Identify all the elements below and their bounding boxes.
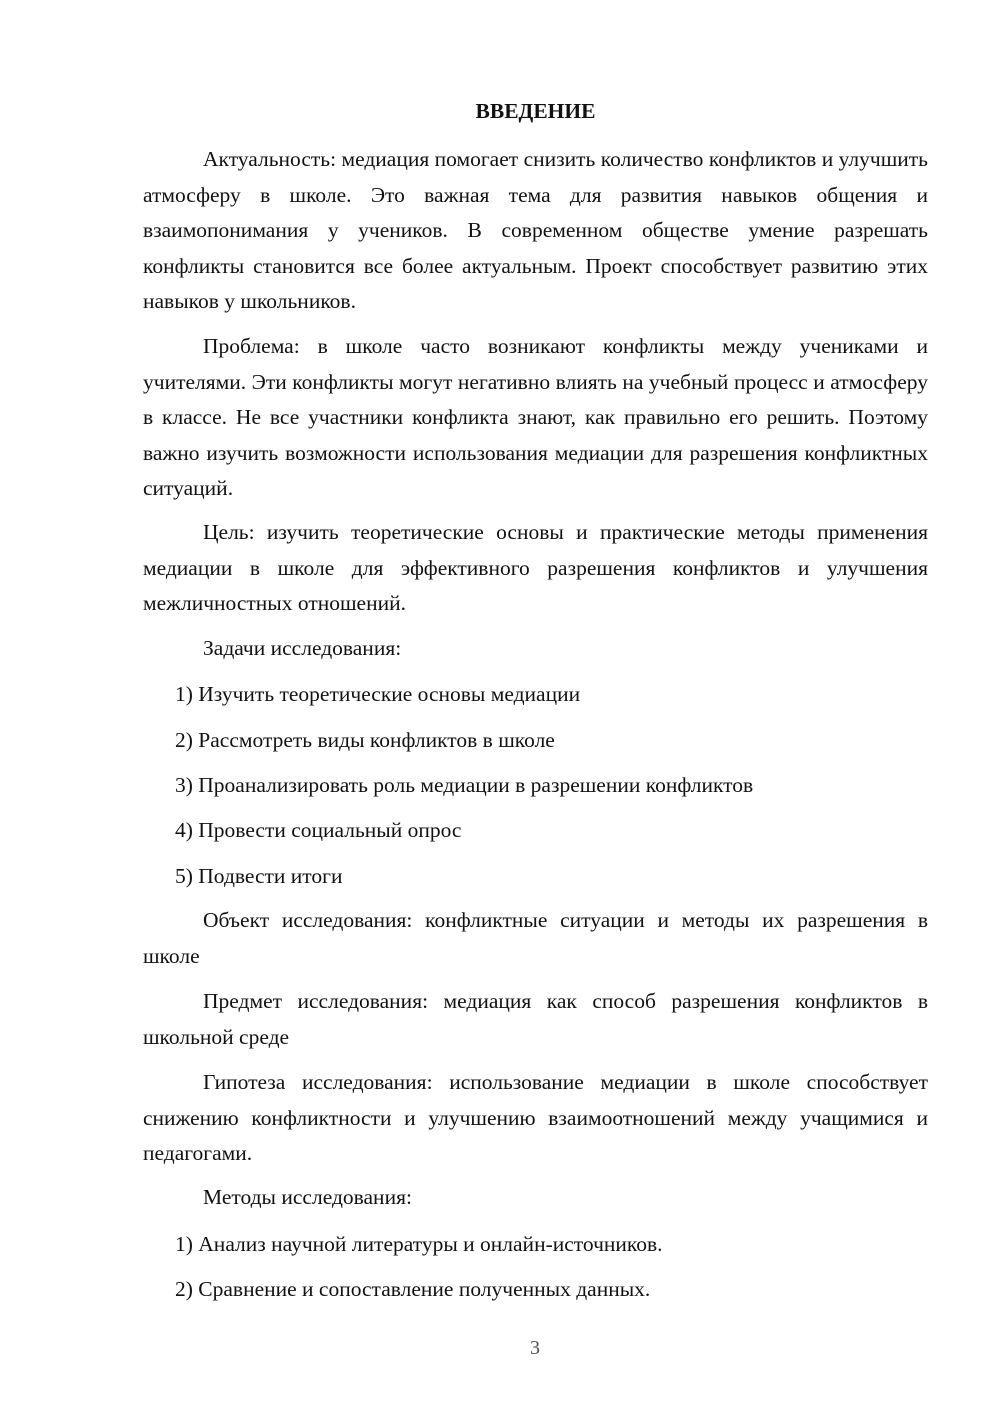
task-item: 3) Проанализировать роль медиации в разрешении конфликтов — [175, 773, 754, 797]
task-item: 5) Подвести итоги — [175, 864, 343, 888]
tasks-heading: Задачи исследования: — [203, 636, 402, 660]
object-paragraph: Объект исследования: конфликтные ситуации и методы их разрешения в школе — [143, 908, 928, 968]
section-title: ВВЕДЕНИЕ — [475, 99, 596, 123]
goal-paragraph: Цель: изучить теоретические основы и практические методы применения медиации в школе для эффективного разрешения конфликтов и улучшения межличностных отношений. — [143, 520, 928, 615]
task-item: 1) Изучить теоретические основы медиации — [175, 682, 581, 706]
task-item: 4) Провести социальный опрос — [175, 818, 462, 842]
relevance-paragraph: Актуальность: медиация помогает снизить количество конфликтов и улучшить атмосферу в школе. Это важная тема для развития навыков общения и взаимопонимания у учеников. В современном обществе умение разрешать конфликты становится все более актуальным. Проект способствует развитию этих навыков у школьников. — [143, 147, 928, 313]
methods-heading: Методы исследования: — [203, 1185, 412, 1209]
method-item: 2) Сравнение и сопоставление полученных данных. — [175, 1277, 651, 1301]
page-number: 3 — [530, 1337, 540, 1359]
method-item: 1) Анализ научной литературы и онлайн-источников. — [175, 1232, 663, 1256]
task-item: 2) Рассмотреть виды конфликтов в школе — [175, 728, 555, 752]
hypothesis-paragraph: Гипотеза исследования: использование медиации в школе способствует снижению конфликтности и улучшению взаимоотношений между учащимися и педагогами. — [143, 1070, 928, 1165]
problem-paragraph: Проблема: в школе часто возникают конфликты между учениками и учителями. Эти конфликты могут негативно влиять на учебный процесс и атмосферу в классе. Не все участники конфликта знают, как правильно его решить. Поэтому важно изучить возможности использования медиации для разрешения конфликтных ситуаций. — [143, 334, 928, 500]
subject-paragraph: Предмет исследования: медиация как способ разрешения конфликтов в школьной среде — [143, 989, 928, 1049]
